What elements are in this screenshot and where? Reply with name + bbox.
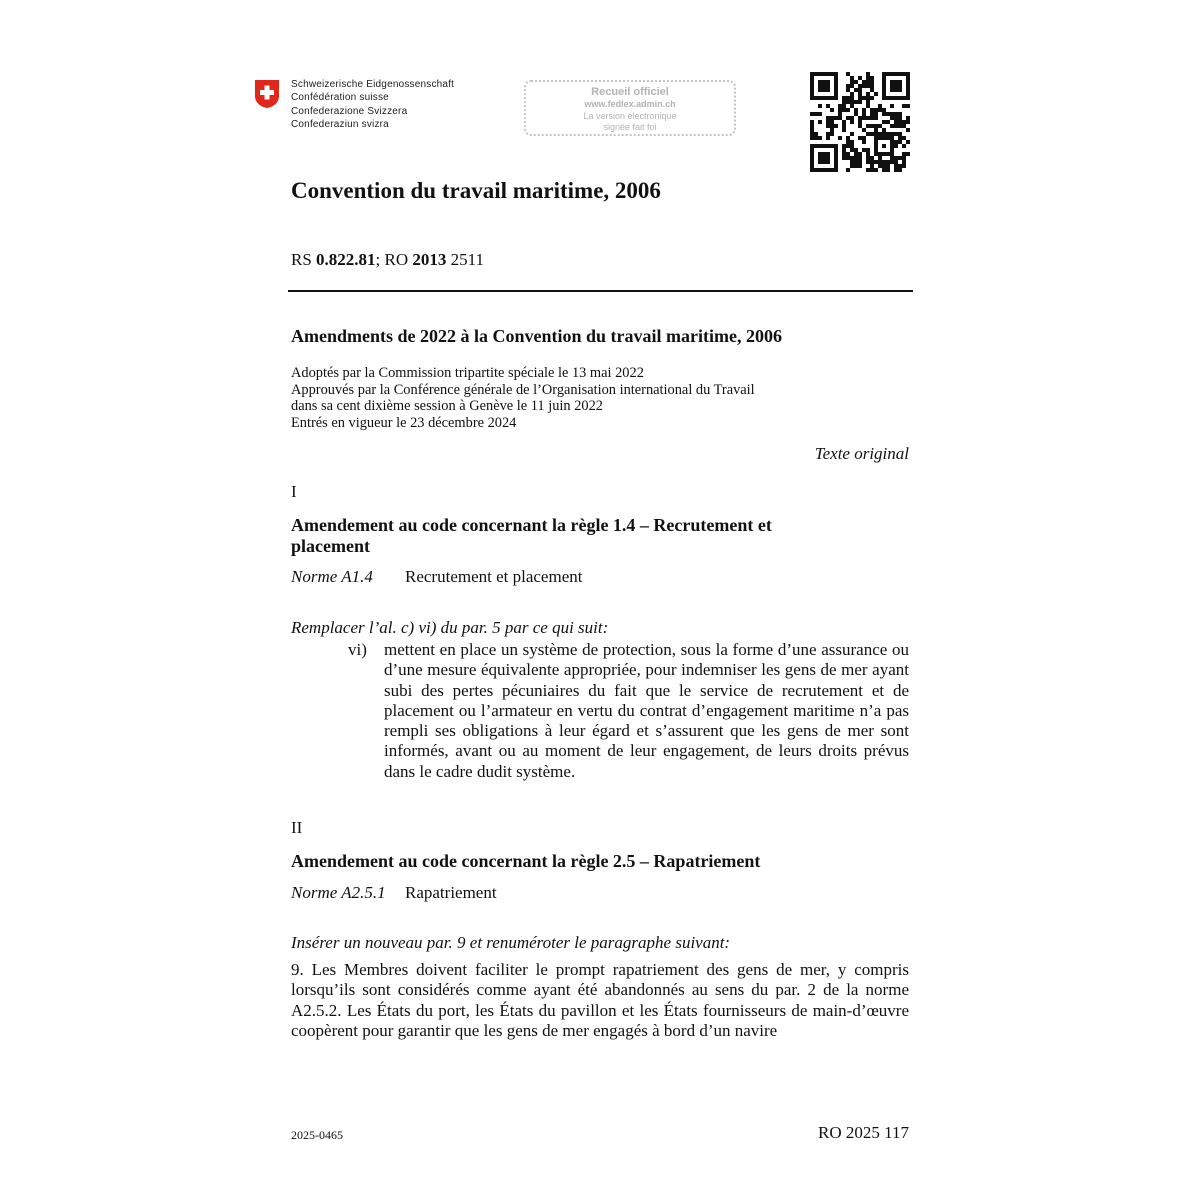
qr-module [890, 112, 894, 116]
qr-module [866, 152, 870, 156]
qr-module [846, 84, 850, 88]
qr-module [854, 156, 858, 160]
section-number: I [291, 482, 297, 501]
qr-module [854, 88, 858, 92]
qr-module [858, 92, 862, 96]
qr-module [846, 152, 850, 156]
qr-module [842, 100, 846, 104]
qr-module [878, 108, 882, 112]
qr-module [846, 116, 850, 120]
qr-module [862, 84, 866, 88]
qr-module [870, 132, 874, 136]
qr-module [858, 84, 862, 88]
qr-module [830, 108, 834, 112]
qr-module [858, 96, 862, 100]
qr-module [854, 100, 858, 104]
qr-module [902, 164, 906, 168]
qr-module [898, 124, 902, 128]
qr-module [858, 156, 862, 160]
qr-module [870, 156, 874, 160]
qr-module [850, 104, 854, 108]
ro-page: 2511 [450, 250, 485, 269]
qr-module [898, 164, 902, 168]
qr-module [898, 120, 902, 124]
norme-code: Norme A2.5.1 [291, 883, 386, 902]
qr-module [842, 148, 846, 152]
qr-module [842, 96, 846, 100]
qr-module [878, 124, 882, 128]
qr-module [906, 120, 910, 124]
qr-module [902, 152, 906, 156]
qr-module [830, 124, 834, 128]
qr-module [890, 160, 894, 164]
qr-module [882, 144, 886, 148]
qr-module [810, 120, 814, 124]
qr-module [902, 156, 906, 160]
qr-module [882, 120, 886, 124]
qr-module [850, 140, 854, 144]
qr-module [866, 76, 870, 80]
qr-module [874, 168, 878, 172]
qr-module [858, 76, 862, 80]
qr-module [886, 168, 890, 172]
qr-module [846, 136, 850, 140]
qr-module [838, 104, 842, 108]
qr-module [838, 112, 842, 116]
qr-module [814, 136, 818, 140]
qr-module [862, 116, 866, 120]
amendment-instruction: Insérer un nouveau par. 9 et renuméroter le paragraphe suivant: [291, 933, 731, 952]
section-heading: Amendement au code concernant la règle 1.4 – Recrutement et placement [291, 515, 772, 556]
qr-module [818, 104, 822, 108]
qr-module [866, 72, 870, 76]
qr-module [862, 112, 866, 116]
qr-module [874, 116, 878, 120]
qr-module [854, 160, 858, 164]
qr-module [890, 104, 894, 108]
qr-module [894, 112, 898, 116]
qr-module [846, 144, 850, 148]
qr-module [870, 80, 874, 84]
qr-module [842, 156, 846, 160]
qr-module [850, 100, 854, 104]
qr-module [882, 164, 886, 168]
divider [288, 290, 913, 292]
qr-module [882, 128, 886, 132]
qr-module [846, 100, 850, 104]
qr-module [838, 116, 842, 120]
qr-module [898, 140, 902, 144]
item-number: vi) [348, 640, 367, 659]
qr-module [866, 92, 870, 96]
qr-module [898, 136, 902, 140]
qr-module [886, 132, 890, 136]
qr-module [894, 124, 898, 128]
qr-module [902, 124, 906, 128]
section-number: II [291, 818, 303, 837]
qr-module [886, 112, 890, 116]
qr-module [898, 116, 902, 120]
qr-module [874, 124, 878, 128]
qr-module [866, 148, 870, 152]
qr-module [814, 132, 818, 136]
qr-module [882, 160, 886, 164]
qr-module [878, 104, 882, 108]
qr-module [850, 76, 854, 80]
norme-title: Rapatriement [405, 883, 497, 902]
norme-title: Recrutement et placement [405, 567, 583, 586]
qr-module [846, 72, 850, 76]
swiss-cross-icon [254, 79, 280, 109]
qr-module [846, 168, 850, 172]
qr-module [874, 112, 878, 116]
qr-module [870, 168, 874, 172]
ro-year: 2013 [412, 250, 447, 269]
federation-name-de: Schweizerische Eidgenossenschaft [291, 79, 455, 90]
qr-module [854, 108, 858, 112]
qr-module [882, 112, 886, 116]
qr-module [866, 116, 870, 120]
adoption-line: Adoptés par la Commission tripartite spéciale le 13 mai 2022 [291, 365, 644, 381]
qr-module [890, 124, 894, 128]
qr-module [890, 132, 894, 136]
qr-module [850, 80, 854, 84]
qr-module [830, 120, 834, 124]
qr-module [842, 124, 846, 128]
qr-module [814, 112, 818, 116]
qr-module [818, 152, 830, 164]
qr-module [870, 164, 874, 168]
qr-module [878, 164, 882, 168]
adoption-line: Entrés en vigueur le 23 décembre 2024 [291, 414, 517, 431]
qr-module [874, 108, 878, 112]
qr-module [850, 160, 854, 164]
qr-module [818, 80, 830, 92]
qr-module [870, 116, 874, 120]
qr-module [842, 152, 846, 156]
qr-module [878, 132, 882, 136]
qr-module [810, 136, 814, 140]
qr-module [830, 116, 834, 120]
qr-module [834, 116, 838, 120]
paragraph-9: 9. Les Membres doivent faciliter le prompt rapatriement des gens de mer, y compris lorsqu’ils sont considérés comme ayant été abandonnés au sens du par. 2 de la norme A2.5.2. Les États du port, les États du pavillon et les États fournisseurs de main-d’œuvre coopèrent pour garantir que les gens de mer engagés à bord d’un navire [291, 960, 909, 1040]
qr-module [890, 116, 894, 120]
qr-module [810, 124, 814, 128]
qr-module [898, 112, 902, 116]
qr-module [854, 164, 858, 168]
section-heading: Amendement au code concernant la règle 2.5 – Rapatriement [291, 851, 761, 871]
qr-module [842, 128, 846, 132]
qr-module [854, 80, 858, 84]
ro-label: ; RO [375, 250, 409, 269]
qr-module [902, 160, 906, 164]
qr-module [906, 128, 910, 132]
adoption-line: dans sa cent dixième session à Genève le 11 juin 2022 [291, 398, 603, 415]
qr-module [818, 136, 822, 140]
qr-module [810, 132, 814, 136]
qr-module [842, 104, 846, 108]
qr-module [858, 120, 862, 124]
qr-module [854, 112, 858, 116]
norme-line [291, 567, 582, 587]
qr-module [890, 156, 894, 160]
footer-ro-reference: RO 2025 117 [818, 1123, 909, 1142]
qr-module [818, 112, 822, 116]
qr-module [862, 80, 866, 84]
qr-module [898, 168, 902, 172]
footer-doc-number: 2025-0465 [291, 1128, 343, 1142]
qr-module [870, 112, 874, 116]
qr-module [846, 140, 850, 144]
qr-module [866, 104, 870, 108]
qr-module [850, 156, 854, 160]
qr-module [902, 120, 906, 124]
qr-module [866, 160, 870, 164]
qr-module [878, 160, 882, 164]
qr-module [850, 164, 854, 168]
adoption-info [291, 365, 755, 431]
qr-module [894, 120, 898, 124]
qr-module [858, 164, 862, 168]
qr-module [894, 160, 898, 164]
federation-names [291, 78, 454, 132]
rs-label: RS [291, 250, 312, 269]
qr-module [810, 112, 814, 116]
qr-module [850, 92, 854, 96]
qr-module [866, 84, 870, 88]
qr-module [890, 80, 902, 92]
qr-module [850, 148, 854, 152]
page-title: Convention du travail maritime, 2006 [291, 178, 661, 203]
qr-module [866, 96, 870, 100]
stamp-line-4: signée fait foi [603, 122, 657, 132]
qr-module [850, 132, 854, 136]
qr-module [906, 116, 910, 120]
qr-module [894, 116, 898, 120]
qr-module [866, 124, 870, 128]
qr-module [830, 132, 834, 136]
stamp-title: Recueil officiel [591, 86, 669, 98]
qr-module [826, 136, 830, 140]
qr-module [902, 136, 906, 140]
qr-module [870, 96, 874, 100]
qr-module [858, 152, 862, 156]
norme-code: Norme A1.4 [291, 567, 373, 586]
qr-module [826, 120, 830, 124]
qr-module [858, 116, 862, 120]
original-text-label: Texte original [814, 444, 909, 463]
amendments-title: Amendments de 2022 à la Convention du travail maritime, 2006 [291, 326, 782, 346]
stamp-line-3: La version électronique [583, 110, 677, 121]
qr-module [902, 144, 906, 148]
qr-module [906, 152, 910, 156]
qr-module [834, 124, 838, 128]
qr-module [850, 120, 854, 124]
qr-module [894, 164, 898, 168]
qr-module [854, 148, 858, 152]
qr-module [830, 128, 834, 132]
qr-module [874, 132, 878, 136]
qr-module [862, 140, 866, 144]
qr-module [854, 152, 858, 156]
qr-module [898, 132, 902, 136]
item-text: mettent en place un système de protection, sous la forme d’une assurance ou d’une mesure équivalente appropriée, pour indemniser les gens de mer ayant subi des pertes pécuniaires du fait que le service de recrutement et de placement ou l’armateur en vertu du contrat d’engagement maritime n’a pas rempli ses obligations à leur égard et s’assurent que les gens de mer sont informés, avant ou au moment de leur engagement, de leurs droits prévus dans le cadre dudit système. [384, 640, 909, 781]
qr-module [858, 136, 862, 140]
qr-module [850, 96, 854, 100]
qr-module [842, 120, 846, 124]
qr-module [838, 136, 842, 140]
qr-module [858, 124, 862, 128]
official-stamp [524, 80, 736, 136]
rs-number: 0.822.81 [316, 250, 376, 269]
qr-module [866, 168, 870, 172]
qr-module [886, 160, 890, 164]
qr-module [870, 76, 874, 80]
qr-module [838, 108, 842, 112]
qr-module [826, 132, 830, 136]
qr-module [894, 144, 898, 148]
rs-reference [291, 250, 484, 270]
qr-module [874, 92, 878, 96]
qr-module [866, 100, 870, 104]
qr-module [882, 132, 886, 136]
federation-name-fr: Confédération suisse [291, 92, 389, 104]
qr-module [850, 116, 854, 120]
qr-module [902, 104, 906, 108]
qr-module [894, 140, 898, 144]
adoption-line: Approuvés par la Conférence générale de l’Organisation international du Travail [291, 381, 755, 398]
qr-module [846, 108, 850, 112]
qr-module [862, 96, 866, 100]
qr-module [894, 156, 898, 160]
norme-line [291, 883, 497, 903]
qr-module [862, 128, 866, 132]
qr-module [874, 160, 878, 164]
qr-module [866, 80, 870, 84]
qr-module [882, 108, 886, 112]
qr-module [898, 156, 902, 160]
federation-name-it: Confederazione Svizzera [291, 105, 408, 117]
stamp-url[interactable]: www.fedlex.admin.ch [584, 99, 676, 109]
qr-module [858, 100, 862, 104]
amendment-instruction: Remplacer l’al. c) vi) du par. 5 par ce qui suit: [291, 618, 609, 637]
federation-name-rm: Confederaziun svizra [291, 119, 389, 131]
qr-module [826, 104, 830, 108]
qr-module [866, 156, 870, 160]
qr-module [870, 160, 874, 164]
qr-module [894, 132, 898, 136]
qr-module [906, 140, 910, 144]
qr-module [874, 128, 878, 132]
qr-module [826, 124, 830, 128]
qr-code-icon [810, 72, 910, 172]
qr-module [882, 168, 886, 172]
qr-module [878, 156, 882, 160]
qr-module [810, 128, 814, 132]
qr-module [870, 124, 874, 128]
qr-module [858, 160, 862, 164]
qr-module [842, 108, 846, 112]
qr-module [862, 148, 866, 152]
qr-module [886, 164, 890, 168]
qr-module [870, 84, 874, 88]
qr-module [826, 116, 830, 120]
qr-module [866, 132, 870, 136]
qr-module [886, 120, 890, 124]
qr-module [818, 120, 822, 124]
qr-module [842, 144, 846, 148]
qr-module [906, 104, 910, 108]
qr-module [850, 84, 854, 88]
qr-module [850, 144, 854, 148]
qr-module [846, 96, 850, 100]
qr-module [870, 108, 874, 112]
qr-module [846, 88, 850, 92]
qr-module [870, 88, 874, 92]
qr-module [858, 88, 862, 92]
qr-module [862, 136, 866, 140]
qr-module [894, 168, 898, 172]
qr-module [846, 156, 850, 160]
qr-module [862, 108, 866, 112]
